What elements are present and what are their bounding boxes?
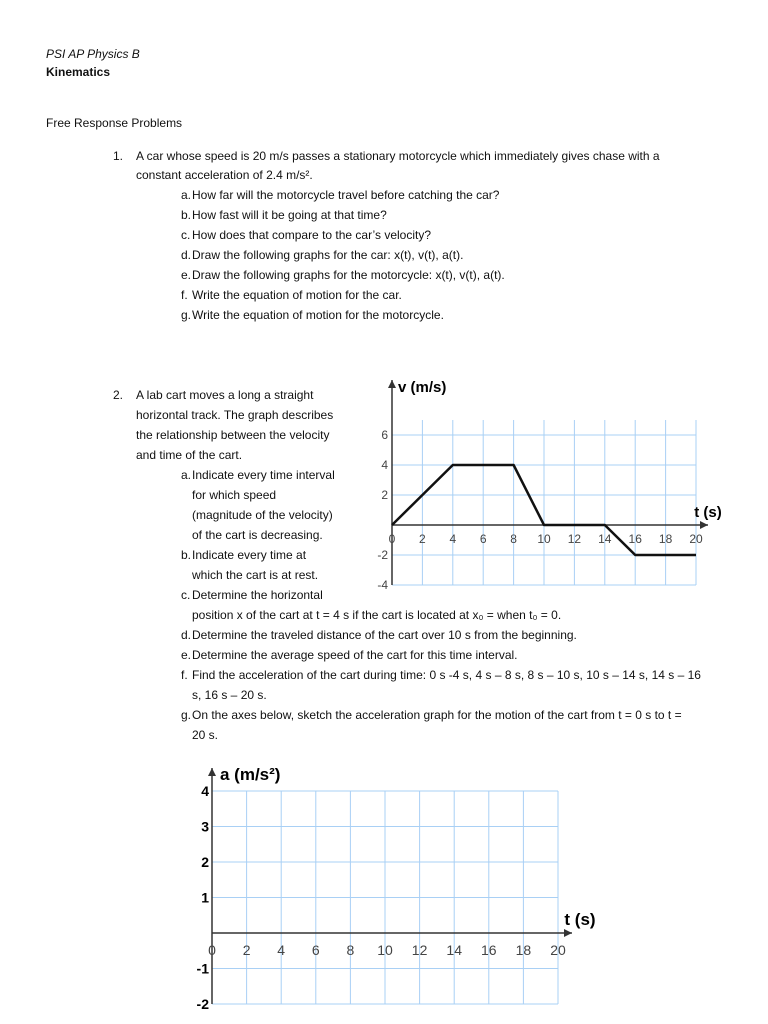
x-tick-label: 14 — [446, 942, 462, 958]
x-tick-label: 18 — [658, 532, 673, 546]
x-tick-label: 8 — [346, 942, 355, 958]
problem-2-intro-1: A lab cart moves a long a straight — [136, 388, 314, 402]
x-tick-label: 16 — [481, 942, 497, 958]
x-tick-label: 2 — [242, 942, 251, 958]
problem-2-intro-4: and time of the cart. — [136, 448, 243, 462]
y-tick-label: 4 — [381, 458, 388, 472]
y-tick-label: -1 — [196, 960, 209, 977]
x-tick-label: 12 — [411, 942, 428, 958]
y-axis-arrow — [208, 768, 216, 776]
y-tick-label: 2 — [201, 854, 209, 870]
x-tick-label: 0 — [208, 942, 216, 958]
p2-part-a-line: (magnitude of the velocity) — [192, 508, 333, 522]
p1-part-g-label: g. — [181, 308, 192, 322]
x-axis-arrow — [700, 521, 708, 529]
x-tick-label: 0 — [388, 532, 396, 546]
p2-part-b-line: which the cart is at rest. — [192, 568, 319, 582]
p2-part-d-label: d. — [181, 628, 192, 642]
p2-part-f-line: Find the acceleration of the cart during time: 0 s -4 s, 4 s – 8 s, 8 s – 10 s, 10 s – 14 s, 14 s – 16 — [192, 668, 701, 682]
x-tick-label: 6 — [479, 532, 487, 546]
p2-part-a-line: of the cart is decreasing. — [192, 528, 323, 542]
x-tick-label: 6 — [311, 942, 320, 958]
chart-2 — [197, 765, 596, 1012]
p2-part-e-line: Determine the average speed of the cart for this time interval. — [192, 648, 518, 662]
p2-part-f-line: s, 16 s – 20 s. — [192, 688, 267, 702]
y-tick-label: -2 — [196, 996, 209, 1012]
p1-part-b-label: b. — [181, 208, 192, 222]
problem-1-line-2: constant acceleration of 2.4 m/s². — [136, 168, 313, 182]
x-tick-label: 20 — [550, 942, 566, 958]
y-axis-title: a (m/s²) — [220, 765, 281, 784]
p2-part-d-line: Determine the traveled distance of the cart over 10 s from the beginning. — [192, 628, 577, 642]
p2-part-b-label: b. — [181, 548, 192, 562]
x-tick-label: 16 — [628, 532, 642, 546]
problem-1-number: 1. — [113, 149, 124, 163]
p2-part-f-label: f. — [181, 668, 188, 682]
p1-part-f: Write the equation of motion for the car. — [192, 288, 402, 302]
y-tick-label: -4 — [377, 578, 388, 592]
p1-part-e: Draw the following graphs for the motorcycle: x(t), v(t), a(t). — [192, 268, 505, 282]
p2-part-c-line: position x of the cart at t = 4 s if the cart is located at x₀ = when t₀ = 0. — [192, 608, 562, 622]
x-tick-label: 18 — [515, 942, 532, 958]
p1-part-e-label: e. — [181, 268, 192, 282]
y-tick-label: 1 — [201, 889, 209, 906]
p1-part-g: Write the equation of motion for the motorcycle. — [192, 308, 444, 322]
x-axis-arrow — [564, 929, 572, 937]
x-tick-label: 8 — [510, 532, 517, 546]
x-tick-label: 12 — [567, 532, 582, 546]
course-title: PSI AP Physics B — [46, 47, 140, 61]
p2-part-a-label: a. — [181, 468, 192, 482]
y-tick-label: 3 — [201, 818, 209, 835]
p2-part-a-line: for which speed — [192, 488, 277, 502]
x-tick-label: 14 — [598, 532, 612, 546]
x-tick-label: 4 — [449, 532, 457, 546]
p2-part-c-line: Determine the horizontal — [192, 588, 323, 602]
y-axis-arrow — [388, 380, 396, 388]
section-title: Free Response Problems — [46, 116, 183, 130]
problem-2-intro-2: horizontal track. The graph describes — [136, 408, 334, 422]
p2-part-g-line: On the axes below, sketch the acceleration graph for the motion of the cart from t = 0 s to t = — [192, 708, 682, 722]
problem-2-number: 2. — [113, 388, 124, 402]
y-axis-title: v (m/s) — [398, 379, 447, 396]
p1-part-c-label: c. — [181, 228, 191, 242]
p2-part-c-label: c. — [181, 588, 191, 602]
y-tick-label: -2 — [377, 548, 388, 562]
problem-2-intro-3: the relationship between the velocity — [136, 428, 330, 442]
x-tick-label: 2 — [419, 532, 426, 546]
p1-part-d: Draw the following graphs for the car: x(t), v(t), a(t). — [192, 248, 464, 262]
p1-part-a: How far will the motorcycle travel before catching the car? — [192, 188, 500, 202]
p2-part-g-line: 20 s. — [192, 728, 219, 742]
y-tick-label: 4 — [201, 783, 209, 799]
p1-part-a-label: a. — [181, 188, 192, 202]
p2-part-e-label: e. — [181, 648, 192, 662]
p1-part-d-label: d. — [181, 248, 192, 262]
x-tick-label: 20 — [689, 532, 703, 546]
p2-part-b-line: Indicate every time at — [192, 548, 307, 562]
p2-part-g-label: g. — [181, 708, 192, 722]
x-tick-label: 10 — [377, 942, 393, 958]
y-tick-label: 2 — [381, 488, 388, 502]
x-axis-title: t (s) — [564, 910, 596, 929]
p1-part-f-label: f. — [181, 288, 188, 302]
x-axis-title: t (s) — [694, 504, 722, 521]
p1-part-c: How does that compare to the car’s velocity? — [192, 228, 432, 242]
p1-part-b: How fast will it be going at that time? — [192, 208, 387, 222]
x-tick-label: 4 — [277, 942, 286, 958]
x-tick-label: 10 — [537, 532, 551, 546]
problem-1-line-1: A car whose speed is 20 m/s passes a stationary motorcycle which immediately gives chase with a — [136, 149, 660, 163]
y-tick-label: 6 — [381, 428, 388, 442]
topic-title: Kinematics — [46, 65, 111, 79]
p2-part-a-line: Indicate every time interval — [192, 468, 335, 482]
chart-1 — [377, 379, 721, 592]
